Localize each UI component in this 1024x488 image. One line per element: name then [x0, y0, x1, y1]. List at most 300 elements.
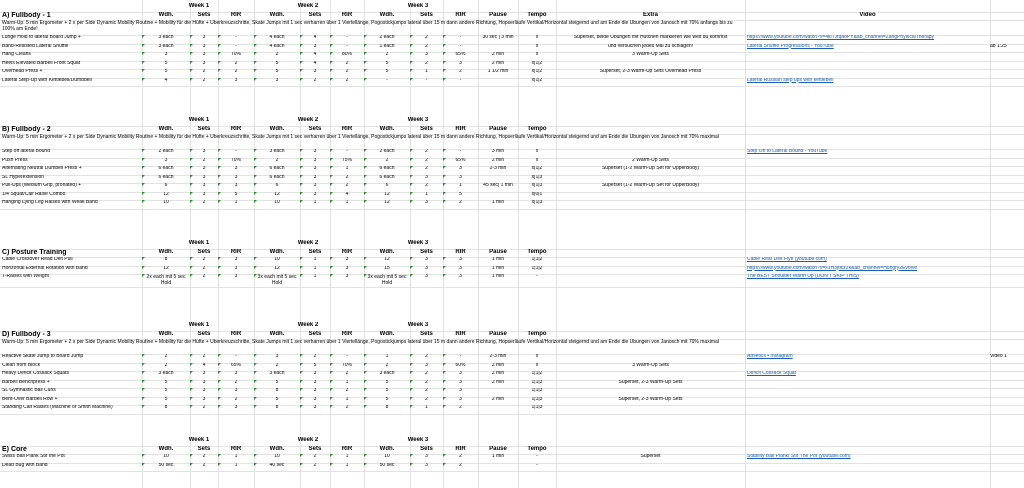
header-rir: RIR	[230, 11, 242, 18]
reps-cell: 2	[364, 363, 410, 372]
extra-cell: Superset (1-2 Warm-Up Set for UpperBody)	[601, 183, 700, 188]
cell-note-marker-icon	[300, 380, 303, 383]
header-rir: RIR	[341, 11, 353, 18]
header-rir: RIR	[341, 330, 353, 337]
week-header: Week 2	[297, 3, 319, 9]
sets-cell: 3	[300, 192, 330, 201]
week-header: Week 3	[407, 3, 429, 9]
pause-cell: 45 sec| 1 min	[483, 183, 513, 188]
rir-cell: 70%	[218, 158, 254, 167]
cell-note-marker-icon	[364, 371, 367, 374]
exercise-row	[0, 200, 1024, 209]
video-link[interactable]: Lateral Shuffle Progressions - YouTube	[747, 43, 834, 49]
tempo-cell: 1|1|3	[531, 405, 543, 410]
reps-cell: 3 each	[254, 149, 300, 158]
cell-note-marker-icon	[218, 61, 221, 64]
cell-note-marker-icon	[254, 183, 257, 186]
video-link[interactable]	[747, 183, 990, 192]
sets-cell: 2	[190, 78, 218, 87]
header-wdh: Wdh.	[158, 11, 174, 18]
header-tempo: Tempo	[527, 248, 547, 255]
exercise-row	[0, 149, 1024, 158]
cell-note-marker-icon	[410, 388, 413, 391]
cell-note-marker-icon	[190, 371, 193, 374]
reps-cell: 8	[142, 257, 190, 266]
week-header-row	[0, 117, 1024, 126]
header-wdh: Wdh.	[269, 248, 285, 255]
week-header: Week 2	[297, 240, 319, 246]
header-sets: Sets	[197, 445, 211, 452]
pause-cell	[478, 44, 518, 53]
header-pause: Pause	[489, 330, 507, 337]
cell-note-marker-icon	[254, 380, 257, 383]
cell-note-marker-icon	[443, 388, 446, 391]
warmup-row	[0, 20, 1024, 35]
sets-cell: 1	[410, 192, 443, 201]
video-link[interactable]	[747, 405, 990, 414]
reps-cell: 3 each	[364, 371, 410, 380]
header-video: Video	[859, 11, 876, 18]
video-link[interactable]: The BEST Shoulder Warm Up (DON'T SKIP THIS)	[747, 274, 859, 279]
note-cell	[990, 175, 1022, 184]
sets-cell: 3	[190, 388, 218, 397]
cell-note-marker-icon	[190, 69, 193, 72]
note-cell	[990, 69, 1022, 78]
reps-cell: 3	[254, 354, 300, 363]
reps-cell: 3x each mit 5 sec Hold	[364, 274, 410, 287]
sets-cell: 2	[190, 200, 218, 209]
video-link[interactable]	[747, 397, 990, 406]
exercise-name: Hang Cleans	[2, 52, 31, 57]
header-sets: Sets	[420, 248, 433, 255]
video-link[interactable]	[747, 363, 990, 372]
header-wdh: Wdh.	[158, 445, 174, 452]
tempo-cell: x|0|1	[531, 191, 543, 197]
reps-cell: 4	[142, 78, 190, 87]
exercise-name: Lateral Step-Up with Kettlebell/Dumbbell	[2, 77, 92, 83]
exercise-row	[0, 61, 1024, 70]
cell-note-marker-icon	[410, 158, 413, 161]
cell-note-marker-icon	[410, 463, 413, 466]
sets-cell: 3	[190, 35, 218, 44]
note-cell	[990, 149, 1022, 158]
cell-note-marker-icon	[410, 149, 413, 152]
reps-cell: 5	[142, 397, 190, 406]
reps-cell: 5	[364, 69, 410, 78]
rir-cell: -	[218, 149, 254, 158]
cell-note-marker-icon	[190, 44, 193, 47]
video-link[interactable]	[747, 166, 990, 175]
reps-cell: 12	[364, 200, 410, 209]
cell-note-marker-icon	[443, 405, 446, 408]
cell-note-marker-icon	[142, 266, 145, 269]
video-link[interactable]	[747, 463, 990, 472]
sets-cell: 1	[300, 200, 330, 209]
exercise-name: Heavy Deficit Cossack Squats	[2, 371, 69, 376]
week-header: Week 2	[297, 322, 319, 328]
note-cell	[990, 78, 1022, 87]
sets-cell: -	[410, 78, 443, 87]
rir-cell: -	[218, 44, 254, 53]
rir-cell: -	[218, 35, 254, 44]
rir-cell: 1	[330, 397, 364, 406]
cell-note-marker-icon	[254, 274, 257, 277]
reps-cell: 3	[142, 158, 190, 167]
header-rir: RIR	[455, 125, 466, 132]
reps-cell: 10	[254, 454, 300, 463]
rir-cell: 5	[218, 192, 254, 201]
exercise-row	[0, 175, 1024, 184]
tempo-cell: 1|1|3	[531, 396, 543, 402]
cell-note-marker-icon	[443, 35, 446, 38]
header-wdh: Wdh.	[158, 125, 174, 132]
cell-note-marker-icon	[218, 78, 221, 81]
sets-cell: 2	[410, 397, 443, 406]
rir-cell: 2	[218, 61, 254, 70]
cell-note-marker-icon	[364, 463, 367, 466]
column-header-row	[0, 446, 1024, 455]
cell-note-marker-icon	[190, 149, 193, 152]
rir-cell: 3	[443, 274, 478, 287]
header-sets: Sets	[197, 125, 211, 132]
cell-note-marker-icon	[254, 388, 257, 391]
cell-note-marker-icon	[300, 52, 303, 55]
video-link[interactable]: Step Off to Lateral Bound - YouTube	[747, 149, 828, 154]
pause-cell	[478, 175, 518, 184]
rir-cell: -	[443, 78, 478, 87]
video-link[interactable]	[747, 158, 990, 167]
video-link[interactable]	[747, 52, 990, 61]
video-link[interactable]: Cable Rear Delt Flye (youtube.com)	[747, 257, 827, 262]
week-header: Week 3	[407, 117, 429, 123]
reps-cell: 8	[142, 405, 190, 414]
exercise-name: SL Gymnastic Ball Curls	[2, 388, 56, 393]
extra-cell	[556, 274, 745, 287]
reps-cell: 12	[254, 192, 300, 201]
pause-cell: 2 min	[491, 371, 505, 376]
cell-note-marker-icon	[364, 354, 367, 357]
video-link[interactable]: Deficit Cossack Squat	[747, 371, 796, 376]
reps-cell: 5	[254, 61, 300, 70]
header-sets: Sets	[308, 125, 322, 132]
reps-cell: 5	[254, 397, 300, 406]
pause-cell: 2 min	[491, 396, 505, 402]
sets-cell: 3	[410, 454, 443, 463]
cell-note-marker-icon	[443, 149, 446, 152]
cell-note-marker-icon	[330, 61, 333, 64]
sets-cell: 3	[300, 397, 330, 406]
exercise-name: Lunge Hold to lateral Board Jump +	[2, 35, 81, 40]
header-pause: Pause	[489, 125, 507, 132]
tempo-cell: x|1|2	[531, 60, 543, 66]
note-cell	[990, 454, 1022, 463]
exercise-name: Cable Crossover Read Delt Pull	[2, 257, 73, 262]
reps-cell: 2	[254, 52, 300, 61]
pause-cell	[478, 192, 518, 201]
note-cell	[990, 257, 1022, 266]
reps-cell: 8	[364, 405, 410, 414]
week-header: Week 3	[407, 240, 429, 246]
cell-note-marker-icon	[218, 257, 221, 260]
rir-cell: 65%	[443, 52, 478, 61]
rir-cell: 2	[330, 371, 364, 380]
rir-cell: 3	[443, 371, 478, 380]
cell-note-marker-icon	[254, 35, 257, 38]
rir-cell: -	[330, 149, 364, 158]
rir-cell: 70%	[218, 52, 254, 61]
cell-note-marker-icon	[410, 183, 413, 186]
cell-note-marker-icon	[142, 257, 145, 260]
rir-cell: -	[443, 35, 478, 44]
week-header: Week 1	[188, 3, 210, 9]
header-rir: RIR	[341, 445, 353, 452]
sets-cell: 2	[410, 388, 443, 397]
rir-cell: 3	[330, 257, 364, 266]
sets-cell: 3	[190, 175, 218, 184]
cell-note-marker-icon	[142, 52, 145, 55]
sets-cell: 2	[300, 354, 330, 363]
cell-note-marker-icon	[300, 44, 303, 47]
video-link[interactable]: https://www.youtube.com/watch?v=4kiTJtqaoPY&ab_channel=ZangPhysicalTherapy	[747, 35, 935, 40]
exercise-name: SL Hyperextension	[2, 174, 45, 180]
rir-cell: 70%	[330, 363, 364, 372]
header-sets: Sets	[420, 445, 433, 452]
sets-cell: 2	[410, 183, 443, 192]
exercise-row	[0, 44, 1024, 53]
rir-cell: 1	[218, 200, 254, 209]
rir-cell: 3	[443, 380, 478, 389]
reps-cell: 1	[364, 354, 410, 363]
extra-cell: Superset	[640, 454, 661, 459]
rir-cell: 2	[443, 463, 478, 472]
rir-cell: 75%	[330, 158, 364, 167]
header-wdh: Wdh.	[158, 330, 174, 337]
exercise-name: Horizontal External Rotation with Band	[2, 265, 88, 271]
pause-cell: 1 min	[491, 265, 505, 271]
reps-cell: 5	[142, 69, 190, 78]
column-header-row	[0, 249, 1024, 258]
tempo-cell: 1|1|3	[531, 388, 543, 393]
reps-cell: 2	[364, 52, 410, 61]
reps-cell: 2	[142, 363, 190, 372]
rir-cell: -	[443, 149, 478, 158]
cell-note-marker-icon	[410, 35, 413, 38]
sets-cell: 5	[300, 363, 330, 372]
note-cell	[990, 183, 1022, 192]
tempo-cell: -	[536, 454, 538, 459]
note-cell	[990, 61, 1022, 70]
cell-note-marker-icon	[364, 35, 367, 38]
cell-note-marker-icon	[218, 274, 221, 277]
reps-cell: 5	[364, 61, 410, 70]
cell-note-marker-icon	[443, 380, 446, 383]
exercise-row	[0, 454, 1024, 463]
cell-note-marker-icon	[190, 166, 193, 169]
rir-cell: 2	[218, 380, 254, 389]
note-cell	[990, 380, 1022, 389]
tempo-cell: x	[535, 362, 539, 368]
sets-cell: 2	[300, 463, 330, 472]
video-link[interactable]	[747, 380, 990, 389]
pause-cell: 2 min	[491, 52, 505, 57]
header-sets: Sets	[420, 125, 433, 132]
cell-note-marker-icon	[218, 175, 221, 178]
sets-cell: 1	[410, 405, 443, 414]
extra-cell: 3 Warm-Up Sets	[632, 362, 669, 368]
cell-note-marker-icon	[254, 463, 257, 466]
sets-cell: 2	[300, 78, 330, 87]
rir-cell: 3	[218, 175, 254, 184]
cell-note-marker-icon	[364, 397, 367, 400]
video-link[interactable]	[747, 175, 990, 184]
video-link[interactable]: https://www.youtube.com/watch?v=s1H3jdcz2k&ab_channel=Hungry2Evolve	[747, 265, 918, 271]
reps-cell: 15	[364, 266, 410, 275]
cell-note-marker-icon	[410, 78, 413, 81]
cell-note-marker-icon	[300, 78, 303, 81]
reps-cell: 5	[364, 397, 410, 406]
sets-cell: 3	[300, 371, 330, 380]
sets-cell: 2	[410, 35, 443, 44]
rir-cell: 2	[330, 61, 364, 70]
section-title: B) Fullbody - 2	[2, 125, 51, 133]
exercise-row	[0, 380, 1024, 389]
pause-cell: 2 min	[491, 60, 505, 66]
extra-cell: Superset, 2-3 Warm-Up Sets Overhead Press	[599, 69, 702, 74]
sets-cell: 3	[190, 192, 218, 201]
exercise-row	[0, 371, 1024, 380]
exercise-row	[0, 397, 1024, 406]
cell-note-marker-icon	[142, 158, 145, 161]
sets-cell: 2	[190, 158, 218, 167]
header-sets: Sets	[308, 330, 322, 337]
header-rir: RIR	[341, 125, 353, 132]
reps-cell: 10	[254, 200, 300, 209]
cell-note-marker-icon	[300, 149, 303, 152]
extra-cell: und versuchen jedes Mal zu schlagen!	[607, 43, 694, 49]
cell-note-marker-icon	[410, 257, 413, 260]
note-cell: Video 1	[990, 354, 1007, 359]
header-sets: Sets	[197, 11, 211, 18]
sets-cell: 3	[300, 166, 330, 175]
sets-cell: 3	[190, 149, 218, 158]
cell-note-marker-icon	[190, 354, 193, 357]
section-title: A) Fullbody - 1	[2, 11, 51, 19]
sets-cell: 1	[410, 69, 443, 78]
video-link[interactable]	[747, 61, 990, 70]
header-pause: Pause	[489, 248, 507, 255]
extra-cell: Superset, 2-3 Warm-Up Sets	[618, 396, 683, 402]
rir-cell: 3	[218, 166, 254, 175]
cell-note-marker-icon	[364, 257, 367, 260]
cell-note-marker-icon	[190, 388, 193, 391]
cell-note-marker-icon	[330, 405, 333, 408]
reps-cell: 3 each	[142, 44, 190, 53]
exercise-row	[0, 405, 1024, 414]
cell-note-marker-icon	[218, 266, 221, 269]
week-header: Week 2	[297, 437, 319, 443]
cell-note-marker-icon	[254, 61, 257, 64]
cell-note-marker-icon	[142, 192, 145, 195]
header-wdh: Wdh.	[379, 330, 395, 337]
cell-note-marker-icon	[254, 454, 257, 457]
header-wdh: Wdh.	[379, 125, 395, 132]
cell-note-marker-icon	[300, 397, 303, 400]
cell-note-marker-icon	[300, 363, 303, 366]
cell-note-marker-icon	[300, 35, 303, 38]
reps-cell: 2	[254, 363, 300, 372]
video-link[interactable]: Stability Ball Plank/ Stir The Pot (youtube.com)	[747, 454, 851, 459]
exercise-name: Push Press	[2, 157, 28, 163]
cell-note-marker-icon	[190, 257, 193, 260]
reps-cell: 10	[142, 454, 190, 463]
header-sets: Sets	[197, 248, 211, 255]
rir-cell: 1	[330, 463, 364, 472]
reps-cell: 6 each	[142, 166, 190, 175]
rir-cell: 65%	[443, 158, 478, 167]
reps-cell: 4 each	[254, 44, 300, 53]
video-link[interactable]	[747, 388, 990, 397]
extra-cell	[556, 371, 745, 380]
cell-note-marker-icon	[364, 454, 367, 457]
note-cell	[990, 52, 1022, 61]
cell-note-marker-icon	[330, 363, 333, 366]
pause-cell: 1 min	[491, 257, 505, 262]
cell-note-marker-icon	[410, 52, 413, 55]
cell-note-marker-icon	[410, 405, 413, 408]
note-cell	[990, 388, 1022, 397]
note-cell	[990, 405, 1022, 414]
reps-cell: 6 each	[142, 175, 190, 184]
video-link[interactable]	[747, 69, 990, 78]
cell-note-marker-icon	[142, 44, 145, 47]
rir-cell: 4	[330, 192, 364, 201]
header-wdh: Wdh.	[158, 248, 174, 255]
cell-note-marker-icon	[410, 166, 413, 169]
rir-cell: 3	[443, 257, 478, 266]
extra-cell	[556, 354, 745, 363]
cell-note-marker-icon	[330, 35, 333, 38]
video-link[interactable]: Athletics • Instagram	[747, 354, 793, 359]
video-link[interactable]	[747, 192, 990, 201]
reps-cell: 3	[254, 78, 300, 87]
rir-cell: 3	[443, 388, 478, 397]
cell-note-marker-icon	[364, 266, 367, 269]
cell-note-marker-icon	[254, 354, 257, 357]
cell-note-marker-icon	[218, 380, 221, 383]
extra-cell	[556, 405, 745, 414]
week-header: Week 3	[407, 437, 429, 443]
exercise-row	[0, 35, 1024, 44]
note-cell	[990, 158, 1022, 167]
header-wdh: Wdh.	[379, 11, 395, 18]
reps-cell: 2	[364, 158, 410, 167]
rir-cell: 1	[218, 463, 254, 472]
extra-cell	[556, 61, 745, 70]
video-link[interactable]: Lateral Russian step ups with kettlebell	[747, 77, 834, 83]
reps-cell: 4 each	[254, 35, 300, 44]
cell-note-marker-icon	[330, 274, 333, 277]
cell-note-marker-icon	[410, 266, 413, 269]
exercise-row	[0, 274, 1024, 287]
video-link[interactable]	[747, 200, 990, 209]
sets-cell: 2	[190, 266, 218, 275]
header-wdh: Wdh.	[269, 330, 285, 337]
week-header-row	[0, 437, 1024, 446]
header-wdh: Wdh.	[379, 248, 395, 255]
sets-cell: 3	[300, 69, 330, 78]
tempo-cell: x|1|2	[531, 166, 543, 171]
reps-cell: 50 sec	[142, 463, 190, 472]
